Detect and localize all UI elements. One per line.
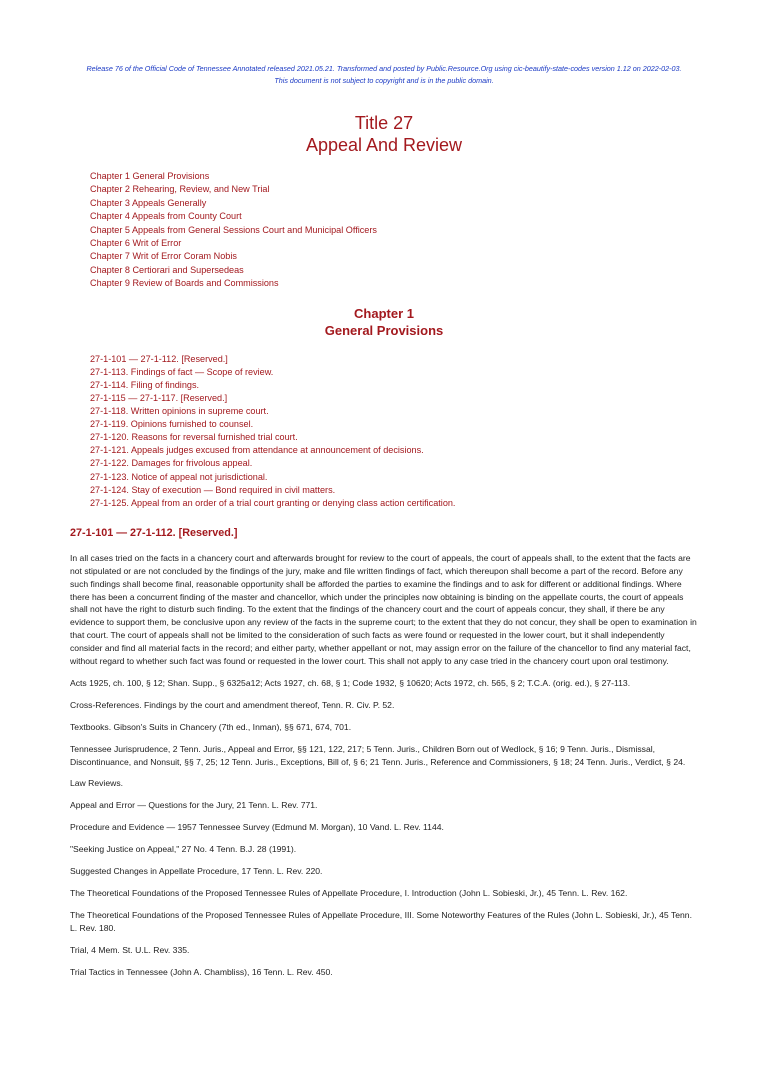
title-number: Title 27 xyxy=(354,113,414,133)
paragraph: Suggested Changes in Appellate Procedure, 17 Tenn. L. Rev. 220. xyxy=(70,866,323,877)
section-link[interactable]: 27-1-113. Findings of fact — Scope of review. xyxy=(90,366,274,377)
paragraph: Trial Tactics in Tennessee (John A. Chambliss), 16 Tenn. L. Rev. 450. xyxy=(70,966,333,977)
section-link[interactable]: 27-1-114. Filing of findings. xyxy=(90,379,200,390)
section-toc xyxy=(90,353,698,510)
section-heading: 27-1-101 — 27-1-112. [Reserved.] xyxy=(70,526,238,539)
paragraph: Cross-References. Findings by the court and amendment thereof, Tenn. R. Civ. P. 52. xyxy=(70,699,395,710)
toc-link-chapter-3[interactable]: Chapter 3 Appeals Generally xyxy=(90,197,207,208)
section-link[interactable]: 27-1-119. Opinions furnished to counsel. xyxy=(90,419,254,430)
paragraph: Law Reviews. xyxy=(70,778,124,789)
section-link[interactable]: 27-1-125. Appeal from an order of a trial court granting or denying class action certification. xyxy=(90,497,456,508)
chapter-number: Chapter 1 xyxy=(354,305,414,321)
toc-link-chapter-4[interactable]: Chapter 4 Appeals from County Court xyxy=(90,211,242,222)
paragraph: Procedure and Evidence — 1957 Tennessee Survey (Edmund M. Morgan), 10 Vand. L. Rev. 1144. xyxy=(70,822,444,833)
release-notice xyxy=(70,63,698,87)
section-link[interactable]: 27-1-115 — 27-1-117. [Reserved.] xyxy=(90,392,228,403)
section-link[interactable]: 27-1-122. Damages for frivolous appeal. xyxy=(90,458,253,469)
paragraph: Acts 1925, ch. 100, § 12; Shan. Supp., § 6325a12; Acts 1927, ch. 68, § 1; Code 1932, § 10620; Acts 1972, ch. 565, § 2; T.C.A. (orig. ed.), § 27-113. xyxy=(70,677,631,688)
section-link[interactable]: 27-1-120. Reasons for reversal furnished trial court. xyxy=(90,432,298,443)
section-link[interactable]: 27-1-123. Notice of appeal not jurisdictional. xyxy=(90,471,268,482)
release-line-1: Release 76 of the Official Code of Tennessee Annotated released 2021.05.21. Transformed and posted by Public.Resource.Org using cic-beautify-state-codes version 1.12 on 2022-02-03. xyxy=(86,64,682,73)
paragraph: "Seeking Justice on Appeal," 27 No. 4 Tenn. B.J. 28 (1991). xyxy=(70,844,297,855)
toc-link-chapter-2[interactable]: Chapter 2 Rehearing, Review, and New Trial xyxy=(90,184,270,195)
section-link[interactable]: 27-1-121. Appeals judges excused from attendance at announcement of decisions. xyxy=(90,445,424,456)
section-link[interactable]: 27-1-101 — 27-1-112. [Reserved.] xyxy=(90,353,228,364)
paragraph: Tennessee Jurisprudence, 2 Tenn. Juris., Appeal and Error, §§ 121, 122, 217; 5 Tenn. Juris., Children Born out of Wedlock, § 16; 9 Tenn. Juris., Dismissal, Discontinuance, and Nonsuit, §§ 7, 25; 12 Tenn. Juris., Exceptions, Bill of, § 6; 21 Tenn. Juris., Reference and Commissioners, § 18; 24 Tenn. Juris., Verdict, § 24. xyxy=(70,743,686,767)
document-page xyxy=(0,63,768,1087)
paragraph: Appeal and Error — Questions for the Jury, 21 Tenn. L. Rev. 771. xyxy=(70,800,318,811)
section-body xyxy=(70,552,698,979)
title-heading xyxy=(70,112,698,156)
toc-link-chapter-8[interactable]: Chapter 8 Certiorari and Supersedeas xyxy=(90,264,244,275)
section-link[interactable]: 27-1-118. Written opinions in supreme court. xyxy=(90,406,269,417)
chapter-toc xyxy=(90,170,698,291)
toc-link-chapter-7[interactable]: Chapter 7 Writ of Error Coram Nobis xyxy=(90,251,237,262)
paragraph: Trial, 4 Mem. St. U.L. Rev. 335. xyxy=(70,944,190,955)
paragraph: The Theoretical Foundations of the Proposed Tennessee Rules of Appellate Procedure, I. Introduction (John L. Sobieski, Jr.), 45 Tenn. L. Rev. 162. xyxy=(70,888,628,898)
toc-link-chapter-9[interactable]: Chapter 9 Review of Boards and Commissions xyxy=(90,278,279,289)
title-name: Appeal And Review xyxy=(305,135,463,155)
release-line-2: This document is not subject to copyright and is in the public domain. xyxy=(274,76,494,85)
chapter-heading xyxy=(70,305,698,339)
toc-link-chapter-6[interactable]: Chapter 6 Writ of Error xyxy=(90,238,182,249)
paragraph: Textbooks. Gibson's Suits in Chancery (7th ed., Inman), §§ 671, 674, 701. xyxy=(70,721,352,732)
section-link[interactable]: 27-1-124. Stay of execution — Bond required in civil matters. xyxy=(90,484,336,495)
toc-link-chapter-5[interactable]: Chapter 5 Appeals from General Sessions Court and Municipal Officers xyxy=(90,224,377,235)
paragraph: In all cases tried on the facts in a chancery court and afterwards brought for review to the court of appeals, the court of appeals shall, to the extent that the facts are not stipulated or are not concluded by the findings of the jury, make and file written findings of fact, which thereupon shall become a part of the record. Before any such findings shall become final, reasonable opportunity shall be afforded the parties to examine the findings and to ask for different or additional findings. Where there has been a concurrent finding of the master and chancellor, which under the principles now obtaining is binding on the appellate courts, the court of appeals shall not have the right to disturb such finding. To the extent that the findings of the chancery court and the court of appeals concur, they shall, if there be any evidence to support them, be conclusive upon any review of the facts in the supreme court; to the extent that they do not concur, they shall be open to examination in that court. The court of appeals shall not be limited to the consideration of such facts as were found or requested in the lower court, but it shall independently consider and find all material facts in the record; and either party, whether appellant or not, may assign error on the failure of the chancellor to find any material fact, without regard to whether such fact was found or requested in the lower court. This shall not apply to any case tried in the chancery court upon oral testimony. xyxy=(70,552,697,667)
paragraph: The Theoretical Foundations of the Proposed Tennessee Rules of Appellate Procedure, III. Some Noteworthy Features of the Rules (John L. Sobieski, Jr.), 45 Tenn. L. Rev. 180. xyxy=(70,909,692,933)
chapter-name: General Provisions xyxy=(324,322,444,338)
toc-link-chapter-1[interactable]: Chapter 1 General Provisions xyxy=(90,171,210,181)
